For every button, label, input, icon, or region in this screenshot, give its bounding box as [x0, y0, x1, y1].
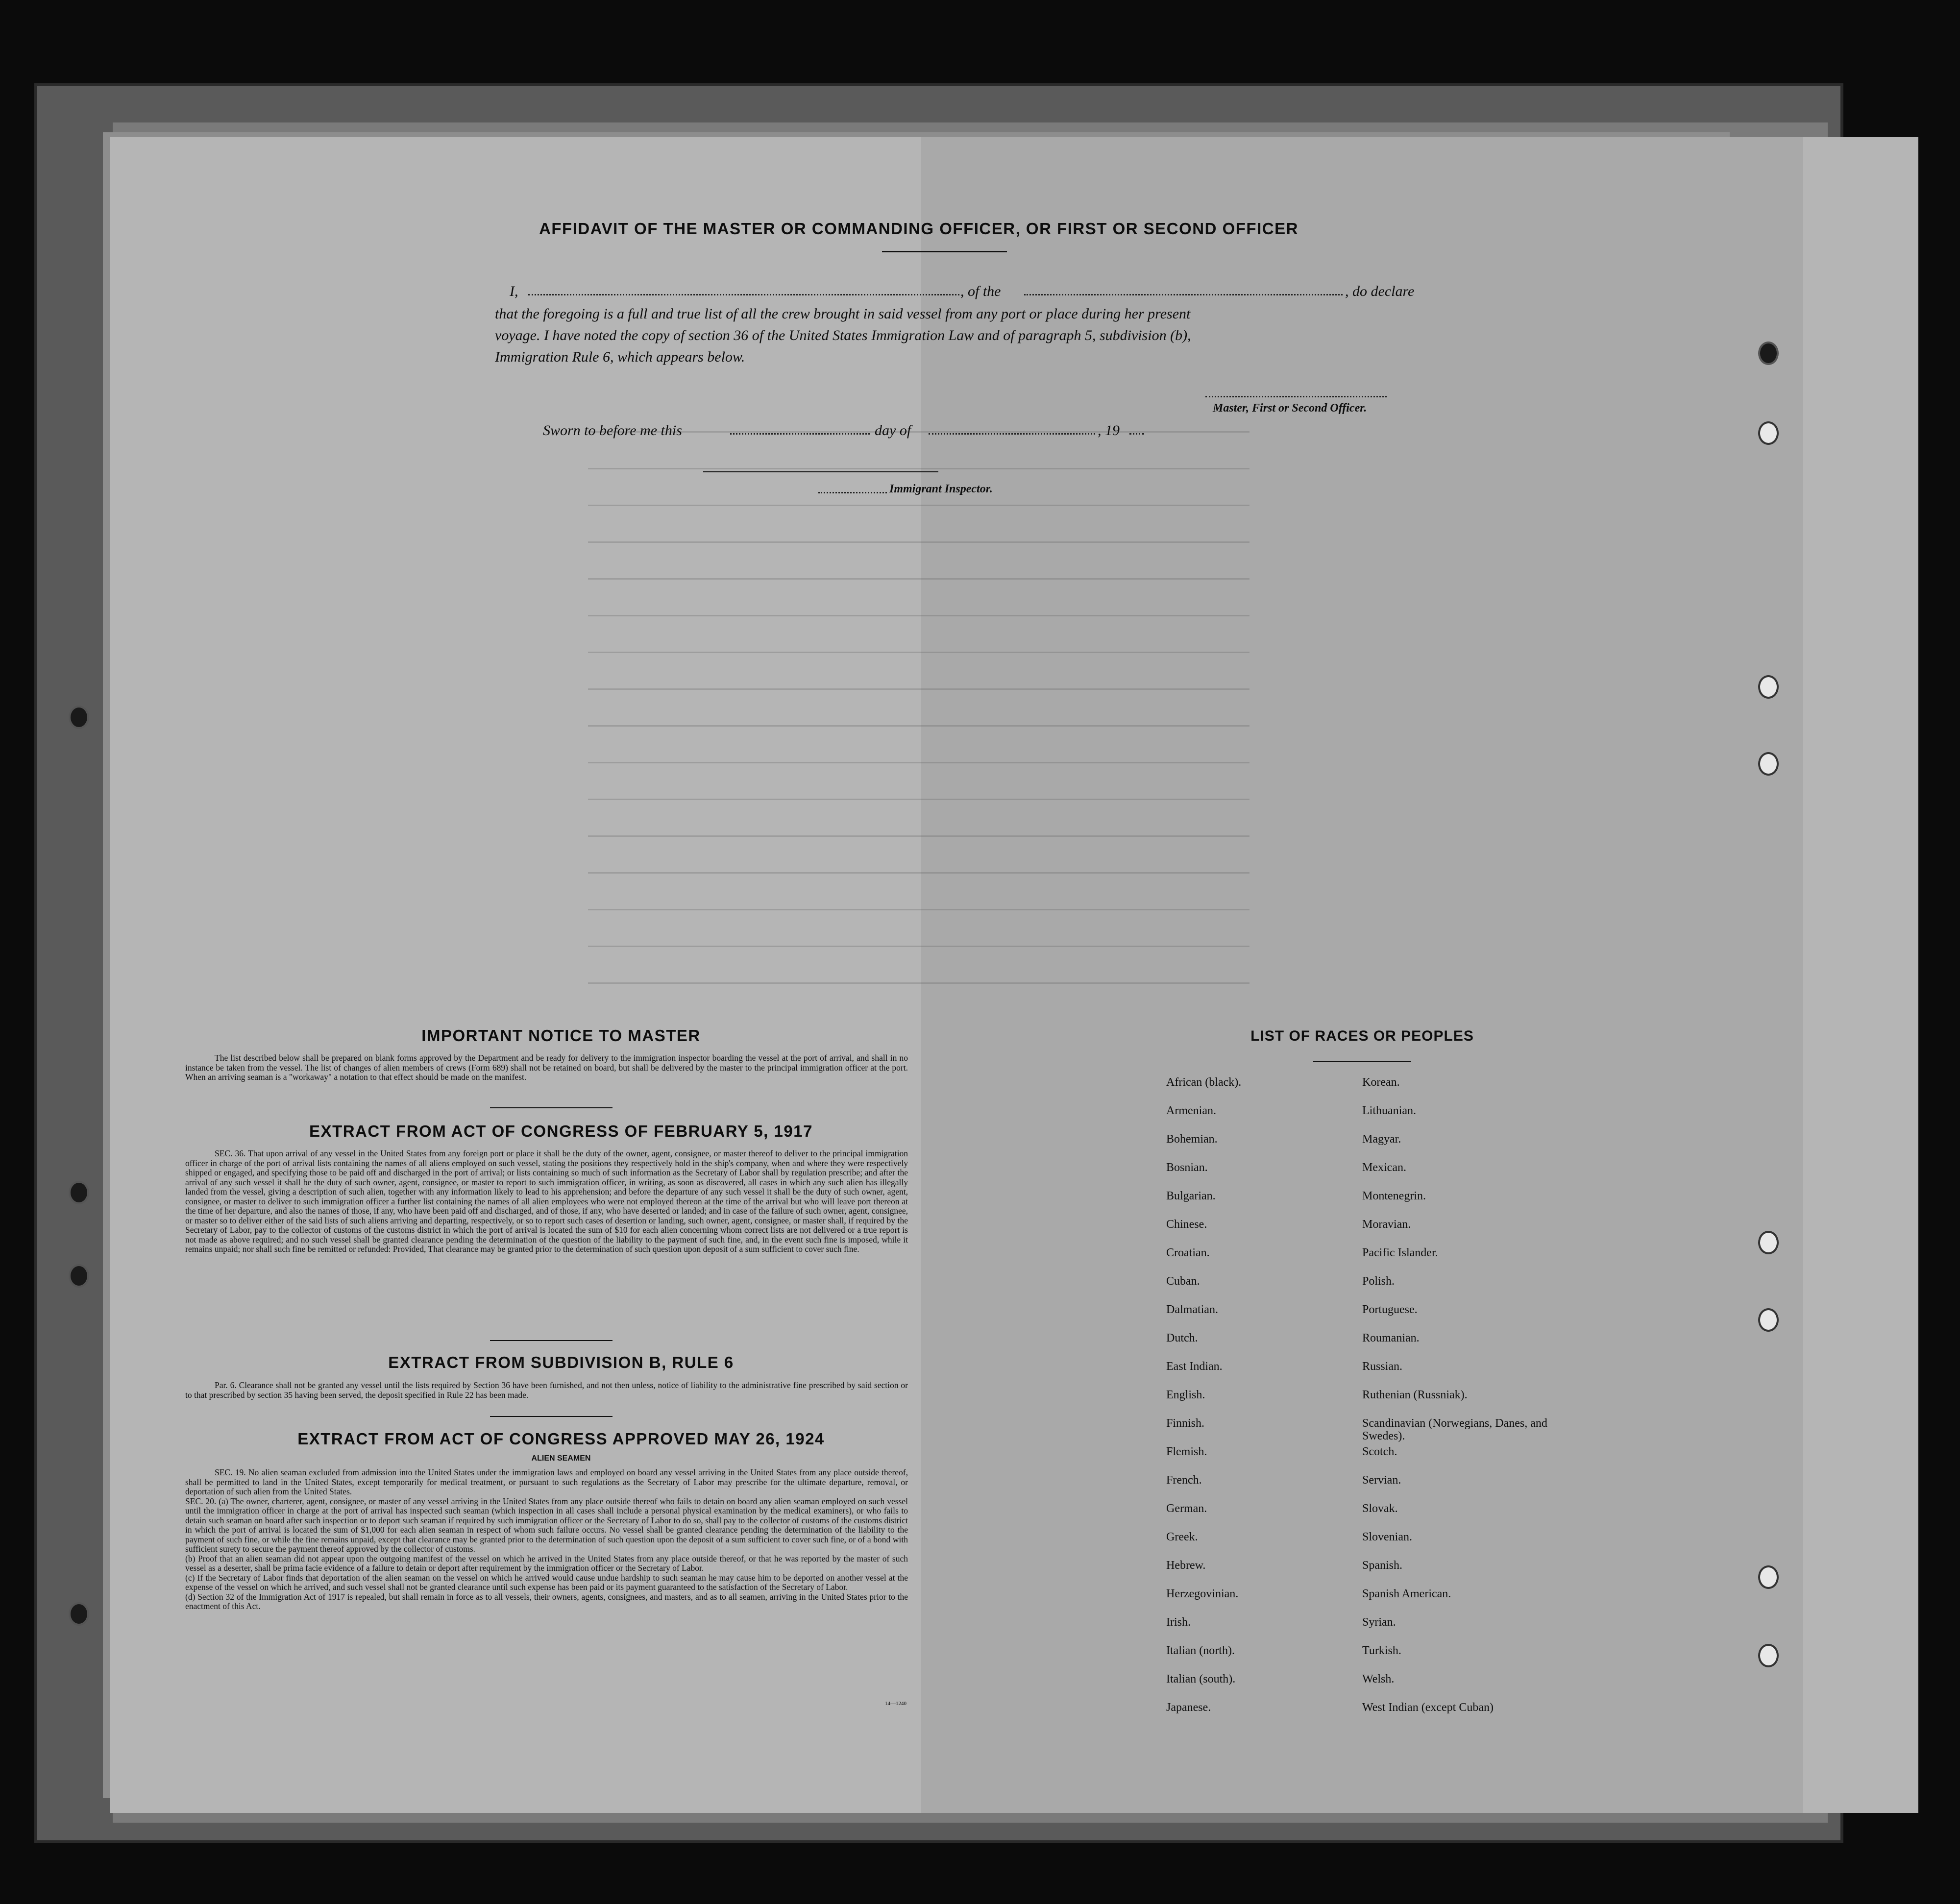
- race-item: German.: [1166, 1502, 1207, 1515]
- name-blank[interactable]: [528, 294, 959, 295]
- race-item: Italian (south).: [1166, 1673, 1236, 1685]
- race-item: Chinese.: [1166, 1218, 1207, 1231]
- vessel-blank[interactable]: [1024, 294, 1343, 295]
- race-item: Korean.: [1362, 1076, 1400, 1089]
- race-item: African (black).: [1166, 1076, 1242, 1089]
- sworn-label: Sworn to before me this: [543, 422, 682, 439]
- race-item: Moravian.: [1362, 1218, 1411, 1231]
- race-item: Dutch.: [1166, 1332, 1198, 1344]
- section-rule: [490, 1416, 612, 1417]
- race-item: Irish.: [1166, 1616, 1191, 1629]
- race-item: English.: [1166, 1389, 1205, 1401]
- race-item: Scandinavian (Norwegians, Danes, and Swedes).: [1362, 1417, 1547, 1442]
- race-item: Portuguese.: [1362, 1303, 1418, 1316]
- race-item: Magyar.: [1362, 1133, 1401, 1146]
- race-item: Herzegovinian.: [1166, 1587, 1239, 1600]
- section-rule: [490, 1340, 612, 1341]
- sworn-month-blank[interactable]: [929, 433, 1095, 435]
- master-signature-label: Master, First or Second Officer.: [1213, 402, 1367, 415]
- race-item: Syrian.: [1362, 1616, 1396, 1629]
- race-item: East Indian.: [1166, 1360, 1223, 1373]
- race-item: Slovenian.: [1362, 1531, 1412, 1543]
- affidavit-of-the-label: , of the: [960, 283, 1001, 299]
- race-item: Servian.: [1362, 1474, 1401, 1487]
- race-item: Bosnian.: [1166, 1161, 1208, 1174]
- extract-1917-title: EXTRACT FROM ACT OF CONGRESS OF FEBRUARY 5, 1917: [309, 1122, 813, 1140]
- race-item: Flemish.: [1166, 1445, 1207, 1458]
- notice-title: IMPORTANT NOTICE TO MASTER: [421, 1026, 701, 1045]
- race-item: Mexican.: [1362, 1161, 1406, 1174]
- form-number: 14—1240: [885, 1701, 906, 1707]
- alien-seamen-subtitle: ALIEN SEAMEN: [531, 1454, 591, 1463]
- race-item: Croatian.: [1166, 1246, 1210, 1259]
- affidavit-do-declare-label: , do declare: [1345, 283, 1415, 299]
- sworn-day-blank[interactable]: [730, 433, 870, 435]
- race-item: Lithuanian.: [1362, 1104, 1416, 1117]
- race-item: Polish.: [1362, 1275, 1395, 1288]
- year-label: , 19: [1098, 422, 1120, 439]
- section-rule: [490, 1107, 612, 1108]
- affidavit-title: AFFIDAVIT OF THE MASTER OR COMMANDING OFFICER, OR FIRST OR SECOND OFFICER: [539, 220, 1298, 238]
- race-item: Cuban.: [1166, 1275, 1200, 1288]
- race-item: West Indian (except Cuban): [1362, 1701, 1494, 1714]
- race-item: Finnish.: [1166, 1417, 1205, 1430]
- affidavit-line-3: Immigration Rule 6, which appears below.: [495, 349, 745, 365]
- master-signature-blank[interactable]: [1205, 396, 1387, 397]
- race-item: French.: [1166, 1474, 1202, 1487]
- race-item: Montenegrin.: [1362, 1190, 1426, 1202]
- race-item: Spanish American.: [1362, 1587, 1451, 1600]
- race-item: Armenian.: [1166, 1104, 1216, 1117]
- race-item: Bulgarian.: [1166, 1190, 1216, 1202]
- race-item: Ruthenian (Russniak).: [1362, 1389, 1468, 1401]
- notice-text: The list described below shall be prepared on blank forms approved by the Department and be ready for delivery to the immigration inspector boarding the vessel at the port of arrival, and shall in no instance be taken from the vessel. The list of changes of alien members of crews (Form 689) shall not be retained on board, but shall be delivered by the master to the principal immigration officer at the port. When an arriving seaman is a "workaway" a notation to that effect should be made on the manifest.: [185, 1053, 908, 1082]
- inspector-signature-line[interactable]: [703, 471, 938, 472]
- race-item: Scotch.: [1362, 1445, 1397, 1458]
- race-item: Russian.: [1362, 1360, 1403, 1373]
- affidavit-line-1: that the foregoing is a full and true list of all the crew brought in said vessel from any port or place during her present: [495, 306, 1191, 322]
- day-of-label: day of: [875, 422, 911, 439]
- race-item: Japanese.: [1166, 1701, 1211, 1714]
- race-item: Turkish.: [1362, 1644, 1401, 1657]
- inspector-dots: [818, 492, 887, 493]
- title-rule: [882, 251, 1007, 252]
- race-item: Dalmatian.: [1166, 1303, 1218, 1316]
- year-blank[interactable]: [1129, 433, 1144, 435]
- race-item: Bohemian.: [1166, 1133, 1218, 1146]
- races-title: LIST OF RACES OR PEOPLES: [1250, 1028, 1474, 1044]
- race-item: Spanish.: [1362, 1559, 1403, 1572]
- extract-1924-title: EXTRACT FROM ACT OF CONGRESS APPROVED MAY 26, 1924: [297, 1430, 825, 1448]
- races-rule: [1313, 1061, 1411, 1062]
- extract-rule6-title: EXTRACT FROM SUBDIVISION B, RULE 6: [388, 1353, 734, 1371]
- race-item: Slovak.: [1362, 1502, 1398, 1515]
- extract-1917-text: SEC. 36. That upon arrival of any vessel in the United States from any foreign port or place it shall be the duty of the owner, agent, consignee, or master thereof to deliver to the principal immigration officer in charge of the port of arrival lists containing the names of all aliens employed on such vessel, stating the positions they respectively hold in the ship's company, when and where they were respectively shipped or engaged, and specifying those to be paid off and discharged in the port of arrival; or lists containing so much of such information as the Secretary of Labor shall by regulation prescribe; and after the arrival of any such vessel it shall be the duty of such owner, agent, consignee, or master to report to such immigration officer, in writing, as soon as discovered, all cases in which any such alien has illegally landed from the vessel, giving a description of such alien, together with any information likely to lead to his apprehension; and before the departure of any such vessel it shall be the duty of such owner, agent, consignee, or master to deliver to such immigration officer a further list containing the names of all alien employees who were not employed thereon at the time of the arrival but who will leave port thereon at the time of her departure, and also the names of those, if any, who have been paid off and discharged, and of those, if any, who have deserted or landed; and in case of the failure of such owner, agent, consignee, or master so to deliver either of the said lists of such aliens arriving and departing, respectively, or so to report such cases of desertion or landing, such owner, agent, consignee, or master shall, if required by the Secretary of Labor, pay to the collector of customs of the customs district in which the port of arrival is located the sum of $10 for each alien concerning whom correct lists are not delivered or a true report is not made as above required; and no such vessel shall be granted clearance pending the determination of the question of the liability to the payment of such fine, and, in the event such fine is imposed, while it remains unpaid; nor shall such fine be remitted or refunded: Provided, That clearance may be granted prior to the determination of such question upon deposit of a sum sufficient to cover such fine.: [185, 1148, 908, 1254]
- affidavit-i-label: I,: [510, 283, 518, 299]
- race-item: Hebrew.: [1166, 1559, 1206, 1572]
- race-item: Welsh.: [1362, 1673, 1395, 1685]
- race-item: Roumanian.: [1362, 1332, 1420, 1344]
- affidavit-line-2: voyage. I have noted the copy of section 36 of the United States Immigration Law and of paragraph 5, subdivision (b),: [495, 327, 1191, 343]
- inspector-label: Immigrant Inspector.: [889, 483, 993, 495]
- race-item: Pacific Islander.: [1362, 1246, 1438, 1259]
- extract-1924-text: SEC. 19. No alien seaman excluded from admission into the United States under the immigration laws and employed on board any vessel arriving in the United States from any place outside thereof, shall be permitted to land in the United States, except temporarily for medical treatment, or pursuant to such regulations as the Secretary of Labor may prescribe for the ultimate departure, removal, or deportation of such alien from the United States. SEC. 20. (a) The owner, charterer, agent, consignee, or master of any vessel arriving in the United States from any place outside thereof who fails to detain on board any alien seaman employed on such vessel until the immigration officer in charge at the port of arrival has inspected such seaman (which inspection in all cases shall include a personal physical examination by the medical examiners), or who fails to detain such seaman on board after such inspection or to deport such seaman if required by such immigration officer or the Secretary of Labor to do so, shall pay to the collector of customs of the customs district in which the port of arrival is located the sum of $1,000 for each alien seaman in respect of whom such failure occurs. No vessel shall be granted clearance pending the determination of the liability to the payment of such fine, or while the fine remains unpaid, except that clearance may be granted prior to the determination of such question upon the deposit of a sum sufficient to cover such fine, or of a bond with sufficient surety to secure the payment thereof approved by the collector of customs. (b) Proof that an alien seaman did not appear upon the outgoing manifest of the vessel on which he arrived in the United States from any place outside thereof, or that he was reported by the master of such vessel as a deserter, shall be prima facie evidence of a failure to detain or deport after requirement by the immigration officer or the Secretary of Labor. (c) If the Secretary of Labor finds that deportation of the alien seaman on the vessel on which he arrived would cause undue hardship to such seaman he may cause him to be deported on another vessel at the expense of the vessel on which he arrived, and such vessel shall not be granted clearance until such expense has been paid or its payment guaranteed to the satisfaction of the Secretary of Labor. (d) Section 32 of the Immigration Act of 1917 is repealed, but shall remain in force as to all vessels, their owners, agents, consignees, and masters, and as to all seamen, arriving in the United States prior to the enactment of this Act.: [185, 1467, 908, 1611]
- race-item: Greek.: [1166, 1531, 1198, 1543]
- race-item: Italian (north).: [1166, 1644, 1235, 1657]
- extract-rule6-text: Par. 6. Clearance shall not be granted any vessel until the lists required by Section 36 have been furnished, and not then unless, notice of liability to the administrative fine prescribed by said section or to that prescribed by section 35 having been served, the deposit specified in Rule 22 has been made.: [185, 1380, 908, 1400]
